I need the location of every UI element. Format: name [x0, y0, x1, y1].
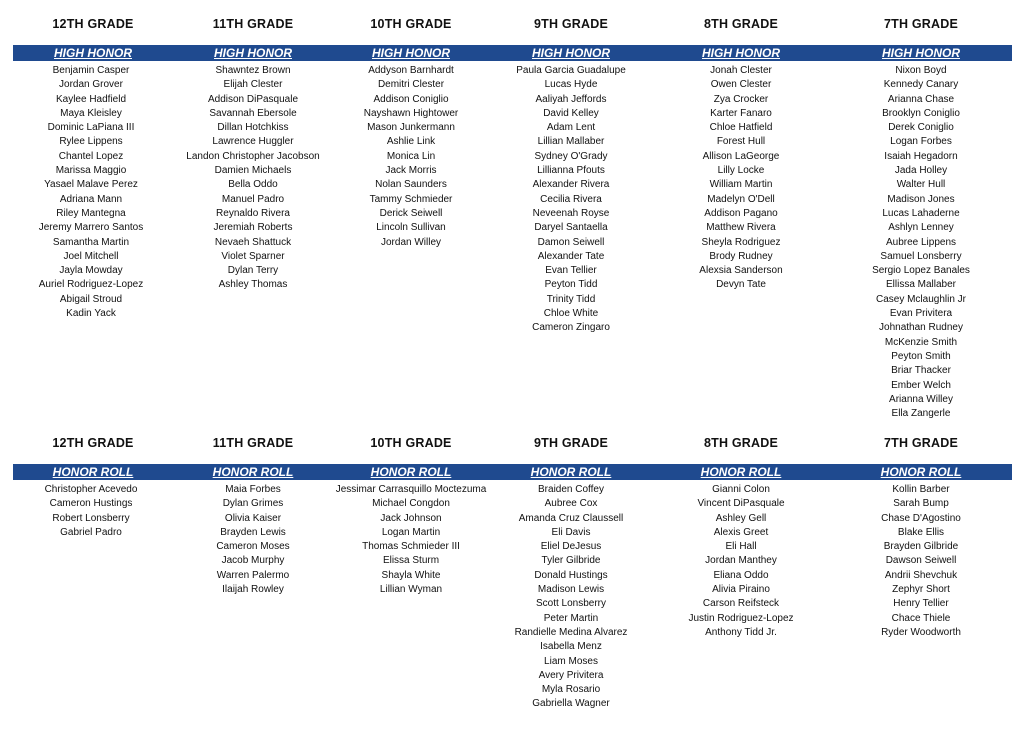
student-name: Briar Thacker — [891, 365, 951, 377]
student-name: Avery Privitera — [538, 669, 604, 681]
student-name: Jordan Manthey — [705, 555, 777, 567]
student-name: Eliel DeJesus — [540, 541, 602, 553]
grade-header-11: 11TH GRADE — [212, 17, 294, 31]
student-name: Isabella Menz — [540, 641, 602, 653]
student-name: Cameron Hustings — [49, 498, 133, 510]
student-name: Demitri Clester — [377, 79, 445, 91]
student-name: Dillan Hotchkiss — [217, 122, 289, 134]
student-name: Jordan Grover — [59, 79, 123, 91]
student-name: William Martin — [709, 179, 773, 191]
student-name: Chace Thiele — [891, 612, 951, 624]
student-name: Thomas Schmieder III — [362, 541, 460, 553]
student-name: Adriana Mann — [59, 193, 123, 205]
student-name: Ryder Woodworth — [881, 626, 961, 638]
student-name: Andrii Shevchuk — [884, 569, 958, 581]
student-name: Jada Holley — [894, 165, 948, 177]
student-name: Dylan Grimes — [222, 498, 284, 510]
student-name: Myla Rosario — [541, 684, 601, 696]
student-name: Henry Tellier — [893, 598, 949, 610]
student-name: Ashlyn Lenney — [888, 222, 954, 234]
category-label: HONOR ROLL — [880, 465, 962, 479]
student-name: Sergio Lopez Banales — [872, 265, 970, 277]
student-name: Sheyla Rodriguez — [701, 236, 781, 248]
name-list-grade-9 — [486, 64, 656, 336]
student-name: Bella Oddo — [228, 179, 278, 191]
student-name: Lincoln Sullivan — [376, 222, 446, 234]
student-name: Braiden Coffey — [538, 484, 604, 495]
student-name: Marissa Maggio — [55, 165, 127, 177]
student-name: Lilly Locke — [717, 165, 765, 177]
student-name: Kollin Barber — [892, 484, 950, 495]
student-name: Ashley Gell — [715, 512, 767, 524]
student-name: Casey Mclaughlin Jr — [875, 293, 967, 305]
student-name: Sydney O'Grady — [534, 150, 608, 162]
grade-header-9: 9TH GRADE — [533, 436, 609, 450]
student-name: Jonah Clester — [710, 65, 772, 76]
student-name: Peyton Smith — [891, 350, 951, 362]
student-name: Lucas Lahaderne — [882, 207, 960, 219]
name-list-grade-11 — [168, 64, 338, 293]
grade-header-10: 10TH GRADE — [370, 436, 452, 450]
student-name: Jeremy Marrero Santos — [38, 222, 144, 234]
student-name: Gabriel Padro — [60, 526, 122, 538]
category-label: HONOR ROLL — [530, 465, 612, 479]
high-honor-bar — [13, 45, 1012, 61]
student-name: Shayla White — [381, 569, 441, 581]
student-name: Jordan Willey — [380, 236, 442, 248]
student-name: Jack Johnson — [380, 512, 442, 524]
grade-header-9: 9TH GRADE — [533, 17, 609, 31]
student-name: Tammy Schmieder — [369, 193, 453, 205]
honor-roll-bar — [13, 464, 1012, 480]
student-name: Lillian Wyman — [379, 584, 443, 596]
student-name: Carson Reifsteck — [702, 598, 780, 610]
student-name: Lillian Mallaber — [537, 136, 605, 148]
student-name: Alexander Tate — [537, 250, 605, 262]
grade-headers — [13, 17, 1012, 35]
name-list-grade-12 — [6, 64, 176, 321]
category-label: HONOR ROLL — [700, 465, 782, 479]
student-name: Elissa Sturm — [382, 555, 440, 567]
student-name: Devyn Tate — [716, 279, 766, 291]
student-name: Benjamin Casper — [52, 65, 130, 76]
student-name: Eli Davis — [551, 526, 591, 538]
student-name: Landon Christopher Jacobson — [186, 150, 320, 162]
student-name: Lillianna Pfouts — [537, 165, 605, 177]
student-name: Donald Hustings — [534, 569, 608, 581]
student-name: Scott Lonsberry — [535, 598, 607, 610]
student-name: Karter Fanaro — [710, 107, 772, 119]
student-name: Walter Hull — [896, 179, 946, 191]
student-name: Vincent DiPasquale — [697, 498, 785, 510]
name-list-grade-10 — [326, 483, 496, 597]
student-name: Samantha Martin — [52, 236, 130, 248]
student-name: Aubree Cox — [544, 498, 598, 510]
grade-header-12: 12TH GRADE — [52, 436, 134, 450]
student-name: Jeremiah Roberts — [213, 222, 293, 234]
student-name: Warren Palermo — [216, 569, 290, 581]
student-name: Kennedy Canary — [883, 79, 959, 91]
category-label: HONOR ROLL — [52, 465, 134, 479]
category-label: HONOR ROLL — [212, 465, 294, 479]
name-list-grade-10 — [326, 64, 496, 250]
student-name: McKenzie Smith — [884, 336, 958, 348]
category-label: HIGH HONOR — [532, 46, 610, 60]
student-name: Addison Coniglio — [373, 93, 449, 105]
student-name: Ilaijah Rowley — [222, 584, 284, 596]
name-list-grade-12 — [6, 483, 176, 540]
student-name: Arianna Willey — [889, 393, 953, 405]
student-name: Brayden Lewis — [220, 526, 286, 538]
student-name: Addyson Barnhardt — [368, 65, 454, 76]
student-name: Dawson Seiwell — [885, 555, 957, 567]
student-name: Addison Pagano — [704, 207, 778, 219]
grade-header-11: 11TH GRADE — [212, 436, 294, 450]
student-name: Isaiah Hegadorn — [884, 150, 958, 162]
student-name: Chantel Lopez — [58, 150, 124, 162]
student-name: Derek Coniglio — [888, 122, 954, 134]
student-name: Tyler Gilbride — [541, 555, 601, 567]
category-label: HONOR ROLL — [370, 465, 452, 479]
student-name: Jayla Mowday — [59, 265, 123, 277]
student-name: Violet Sparner — [221, 250, 285, 262]
student-name: David Kelley — [543, 107, 599, 119]
student-name: Alexander Rivera — [532, 179, 610, 191]
student-name: Alexsia Sanderson — [699, 265, 783, 277]
student-name: Peter Martin — [543, 612, 599, 624]
student-name: Robert Lonsberry — [52, 512, 130, 524]
student-name: Blake Ellis — [897, 526, 945, 538]
student-name: Samuel Lonsberry — [880, 250, 962, 262]
student-name: Logan Forbes — [890, 136, 952, 148]
student-name: Lucas Hyde — [544, 79, 598, 91]
student-name: Owen Clester — [710, 79, 772, 91]
student-name: Jessimar Carrasquillo Moctezuma — [335, 484, 487, 495]
grade-header-8: 8TH GRADE — [703, 436, 779, 450]
student-name: Addison DiPasquale — [207, 93, 299, 105]
category-label: HIGH HONOR — [372, 46, 450, 60]
student-name: Monica Lin — [386, 150, 436, 162]
student-name: Jack Morris — [385, 165, 437, 177]
student-name: Daryel Santaella — [534, 222, 608, 234]
grade-header-8: 8TH GRADE — [703, 17, 779, 31]
student-name: Nolan Saunders — [375, 179, 447, 191]
student-name: Joel Mitchell — [63, 250, 119, 262]
student-name: Evan Privitera — [889, 308, 953, 320]
student-name: Eliana Oddo — [713, 569, 769, 581]
student-name: Madison Jones — [887, 193, 955, 205]
student-name: Abigail Stroud — [59, 293, 123, 305]
student-name: Alexis Greet — [713, 526, 769, 538]
student-name: Nevaeh Shattuck — [214, 236, 292, 248]
student-name: Ella Zangerle — [891, 408, 951, 420]
student-name: Savannah Ebersole — [209, 107, 297, 119]
student-name: Aaliyah Jeffords — [535, 93, 607, 105]
name-list-grade-8 — [656, 64, 826, 293]
student-name: Randielle Medina Alvarez — [514, 626, 628, 638]
student-name: Brayden Gilbride — [883, 541, 959, 553]
student-name: Maya Kleisley — [60, 107, 122, 119]
student-name: Zephyr Short — [892, 584, 950, 596]
name-list-grade-7 — [836, 483, 1006, 640]
student-name: Olivia Kaiser — [224, 512, 282, 524]
student-name: Damien Michaels — [214, 165, 292, 177]
student-name: Allison LaGeorge — [702, 150, 780, 162]
student-name: Gianni Colon — [712, 484, 770, 495]
grade-header-10: 10TH GRADE — [370, 17, 452, 31]
name-list-grade-8 — [656, 483, 826, 640]
student-name: Zya Crocker — [713, 93, 769, 105]
student-name: Matthew Rivera — [706, 222, 776, 234]
student-name: Jacob Murphy — [221, 555, 285, 567]
name-list-grade-7 — [836, 64, 1006, 421]
student-name: Cecilia Rivera — [540, 193, 602, 205]
student-name: Riley Mantegna — [56, 207, 126, 219]
student-name: Michael Congdon — [372, 498, 450, 510]
student-name: Lawrence Huggler — [212, 136, 294, 148]
student-name: Maia Forbes — [225, 484, 281, 495]
student-name: Kaylee Hadfield — [55, 93, 127, 105]
student-name: Cameron Zingaro — [532, 322, 610, 334]
student-name: Brooklyn Coniglio — [882, 107, 960, 119]
student-name: Yasael Malave Perez — [44, 179, 138, 191]
student-name: Eli Hall — [725, 541, 757, 553]
student-name: Anthony Tidd Jr. — [705, 626, 777, 638]
student-name: Dominic LaPiana III — [47, 122, 135, 134]
student-name: Elijah Clester — [223, 79, 283, 91]
student-name: Chloe Hatfield — [709, 122, 773, 134]
student-name: Nayshawn Hightower — [363, 107, 459, 119]
grade-header-7: 7TH GRADE — [883, 17, 959, 31]
student-name: Rylee Lippens — [59, 136, 123, 148]
student-name: Nixon Boyd — [895, 65, 947, 76]
student-name: Christopher Acevedo — [44, 484, 138, 495]
student-name: Alivia Piraino — [712, 584, 770, 596]
student-name: Ember Welch — [891, 379, 951, 391]
student-name: Ellissa Mallaber — [885, 279, 957, 291]
student-name: Cameron Moses — [216, 541, 290, 553]
name-list-grade-11 — [168, 483, 338, 597]
student-name: Mason Junkermann — [367, 122, 455, 134]
student-name: Chloe White — [543, 308, 599, 320]
student-name: Neveenah Royse — [532, 207, 610, 219]
category-label: HIGH HONOR — [882, 46, 960, 60]
student-name: Brody Rudney — [709, 250, 773, 262]
student-name: Paula Garcia Guadalupe — [516, 65, 626, 76]
grade-header-12: 12TH GRADE — [52, 17, 134, 31]
student-name: Shawntez Brown — [215, 65, 291, 76]
student-name: Amanda Cruz Claussell — [518, 512, 624, 524]
student-name: Sarah Bump — [893, 498, 949, 510]
student-name: Derick Seiwell — [379, 207, 443, 219]
student-name: Ashlie Link — [386, 136, 436, 148]
category-label: HIGH HONOR — [702, 46, 780, 60]
student-name: Justin Rodriguez-Lopez — [688, 612, 794, 624]
student-name: Logan Martin — [381, 526, 441, 538]
student-name: Damon Seiwell — [537, 236, 605, 248]
student-name: Johnathan Rudney — [879, 322, 963, 334]
student-name: Reynaldo Rivera — [216, 207, 290, 219]
student-name: Madison Lewis — [537, 584, 605, 596]
student-name: Gabriella Wagner — [532, 698, 610, 710]
category-label: HIGH HONOR — [214, 46, 292, 60]
student-name: Adam Lent — [546, 122, 596, 134]
student-name: Madelyn O'Dell — [707, 193, 775, 205]
name-list-grade-9 — [486, 483, 656, 712]
student-name: Dylan Terry — [227, 265, 279, 277]
student-name: Auriel Rodriguez-Lopez — [38, 279, 144, 291]
student-name: Manuel Padro — [221, 193, 285, 205]
student-name: Arianna Chase — [887, 93, 955, 105]
student-name: Peyton Tidd — [544, 279, 598, 291]
student-name: Trinity Tidd — [546, 293, 596, 305]
grade-header-7: 7TH GRADE — [883, 436, 959, 450]
student-name: Ashley Thomas — [218, 279, 288, 291]
student-name: Chase D'Agostino — [881, 512, 961, 524]
student-name: Forest Hull — [716, 136, 766, 148]
student-name: Liam Moses — [544, 655, 598, 667]
category-label: HIGH HONOR — [54, 46, 132, 60]
grade-headers — [13, 436, 1012, 454]
student-name: Aubree Lippens — [885, 236, 957, 248]
student-name: Evan Tellier — [545, 265, 597, 277]
student-name: Kadin Yack — [66, 308, 116, 320]
